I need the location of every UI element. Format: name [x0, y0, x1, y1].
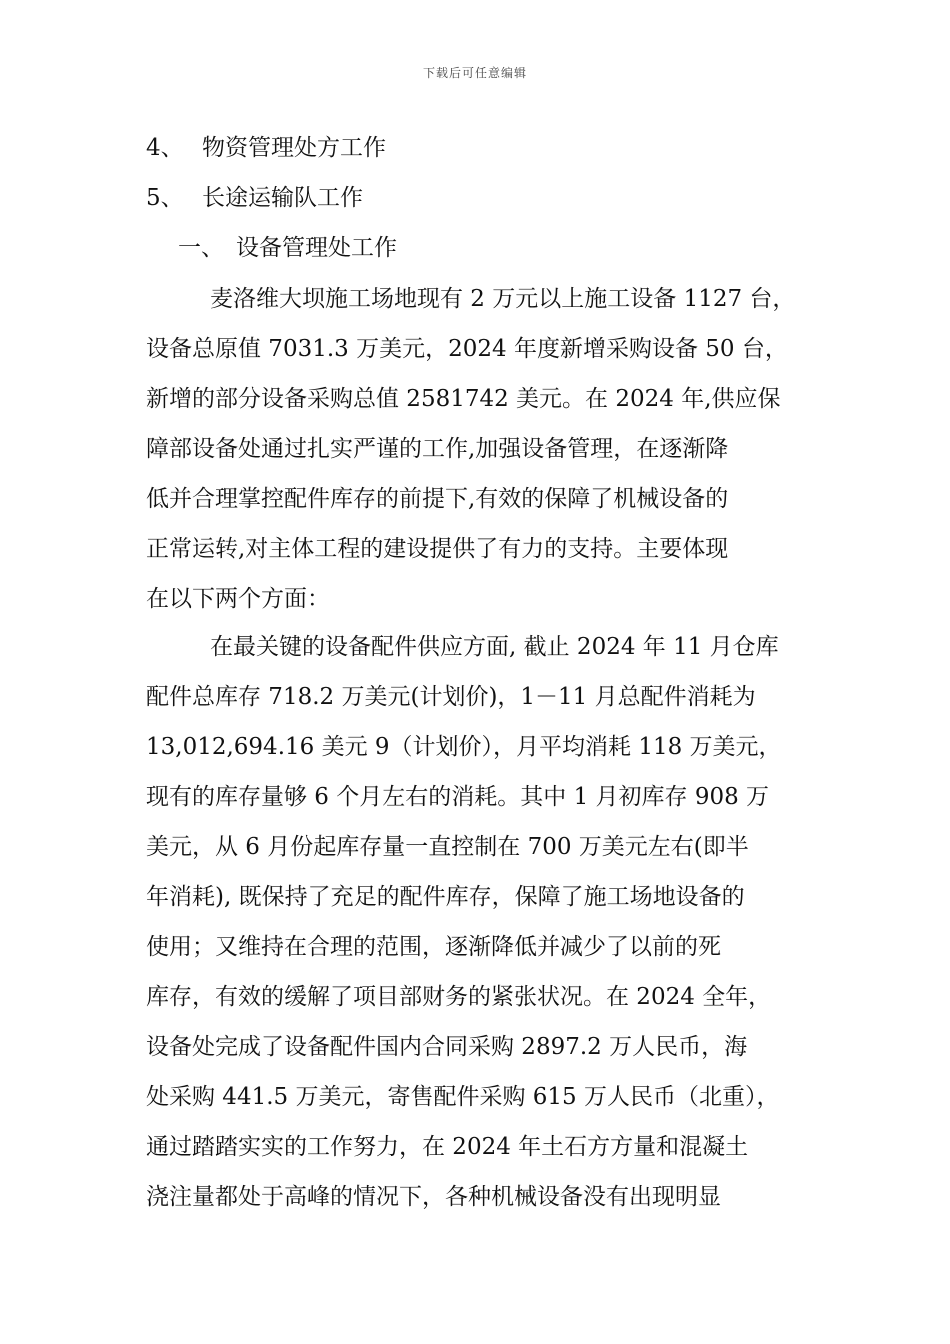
section-title: 设备管理处工作: [236, 235, 397, 261]
paragraph-line: 麦洛维大坝施工场地现有 2 万元以上施工设备 1127 台，: [210, 286, 796, 312]
paragraph-line: 设备处完成了设备配件国内合同采购 2897.2 万人民币，海: [146, 1034, 748, 1060]
paragraph-equipment-overview: [146, 274, 812, 624]
paragraph-line: 使用；又维持在合理的范围，逐渐降低并减少了以前的死: [146, 934, 721, 960]
paragraph-line: 现有的库存量够 6 个月左右的消耗。其中 1 月初库存 908 万: [146, 784, 770, 810]
paragraph-line: 处采购 441.5 万美元，寄售配件采购 615 万人民币（北重），: [146, 1084, 780, 1110]
page-header: 下载后可任意编辑: [422, 66, 527, 80]
list-number: 4、: [146, 135, 184, 161]
paragraph-line: 障部设备处通过扎实严谨的工作,加强设备管理，在逐渐降: [146, 436, 729, 462]
paragraph-spare-parts: [146, 622, 812, 1222]
paragraph-line: 在最关键的设备配件供应方面, 截止 2024 年 11 月仓库: [210, 634, 779, 660]
list-text: 长途运输队工作: [202, 185, 363, 211]
list-item-4: [146, 134, 386, 162]
paragraph-line: 设备总原值 7031.3 万美元，2024 年度新增采购设备 50 台，: [146, 336, 788, 362]
paragraph-line: 13,012,694.16 美元 9（计划价），月平均消耗 118 万美元，: [146, 734, 782, 760]
list-text: 物资管理处方工作: [202, 135, 386, 161]
paragraph-line: 正常运转,对主体工程的建设提供了有力的支持。主要体现: [146, 536, 729, 562]
paragraph-line: 低并合理掌控配件库存的前提下,有效的保障了机械设备的: [146, 486, 729, 512]
section-number: 一、: [178, 235, 224, 261]
paragraph-line: 年消耗), 既保持了充足的配件库存，保障了施工场地设备的: [146, 884, 745, 910]
section-heading: [178, 234, 397, 262]
paragraph-line: 新增的部分设备采购总值 2581742 美元。在 2024 年,供应保: [146, 386, 781, 412]
list-number: 5、: [146, 185, 184, 211]
paragraph-line: 在以下两个方面：: [146, 586, 330, 612]
paragraph-line: 通过踏踏实实的工作努力，在 2024 年土石方方量和混凝土: [146, 1134, 749, 1160]
paragraph-line: 浇注量都处于高峰的情况下，各种机械设备没有出现明显: [146, 1184, 721, 1210]
paragraph-line: 美元，从 6 月份起库存量一直控制在 700 万美元左右(即半: [146, 834, 749, 860]
paragraph-line: 配件总库存 718.2 万美元(计划价)，1－11 月总配件消耗为: [146, 684, 756, 710]
list-item-5: [146, 184, 363, 212]
paragraph-line: 库存，有效的缓解了项目部财务的紧张状况。在 2024 全年，: [146, 984, 772, 1010]
